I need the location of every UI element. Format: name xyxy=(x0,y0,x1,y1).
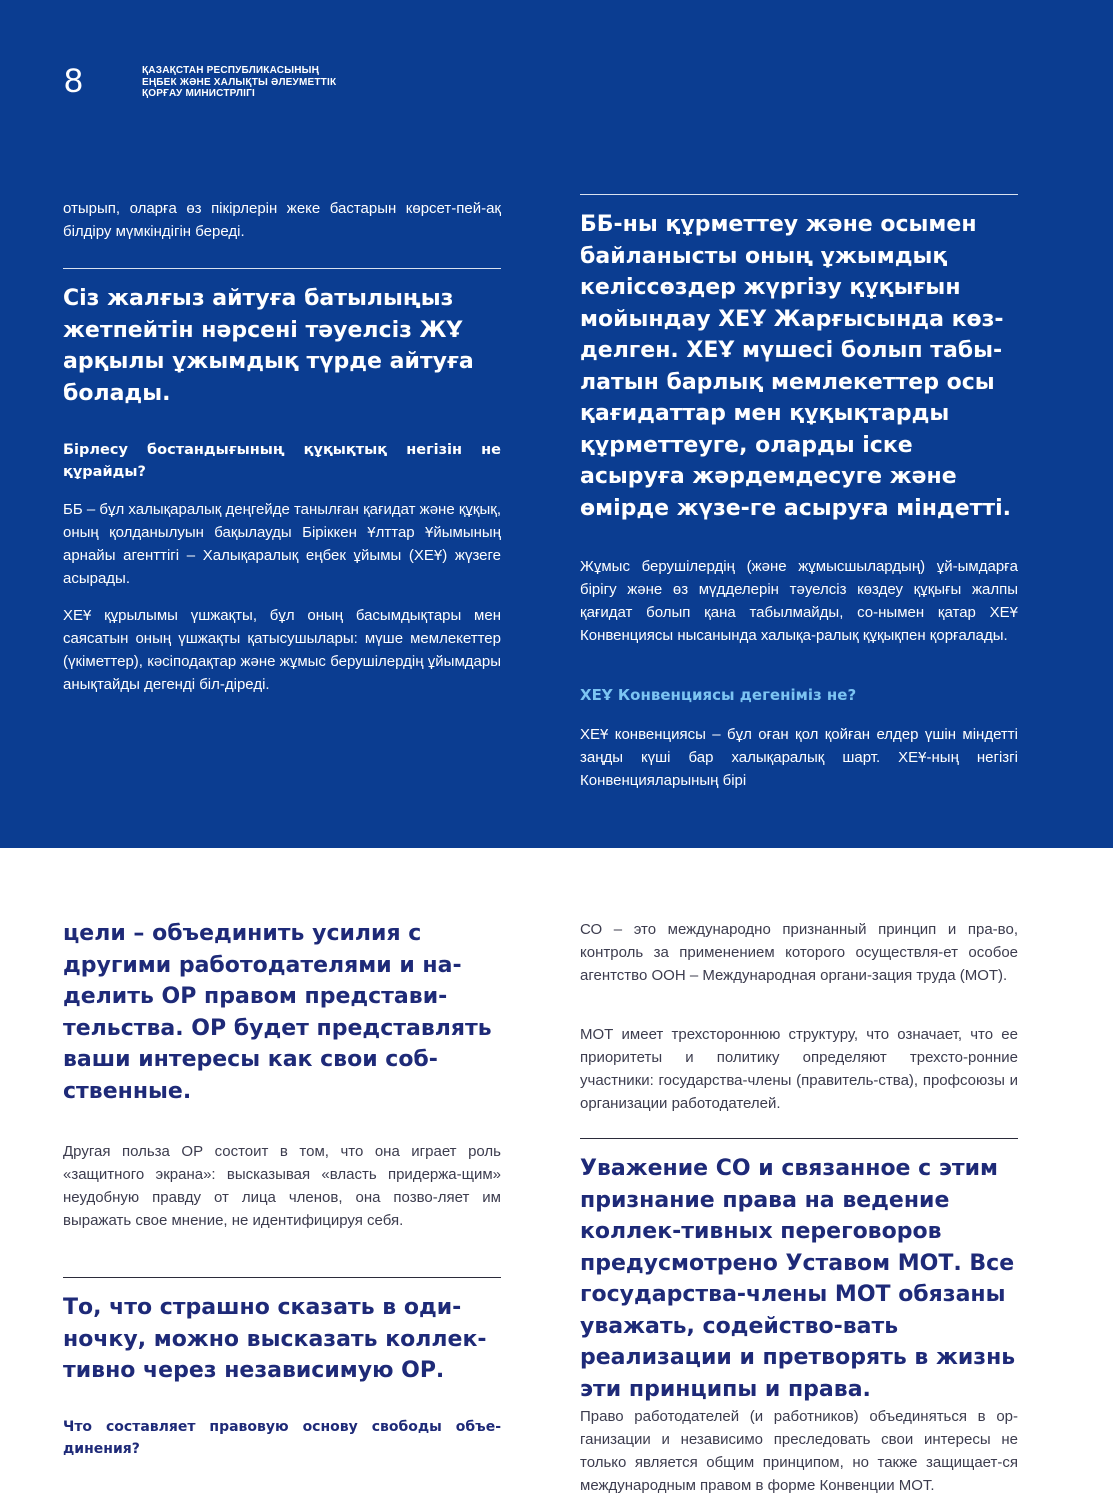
ministry-name-line: ЕҢБЕК ЖӘНЕ ХАЛЫҚТЫ ӘЛЕУМЕТТІК xyxy=(142,76,337,88)
ru-pull-quote-left: цели – объединить усилия с другими работодателями и на-делить ОР правом представи-тельства. ОР будет представлять ваши интересы как свои соб-ственные. xyxy=(63,921,492,1104)
ru-question-heading: Что составляет правовую основу свободы объе-динения? xyxy=(63,1419,501,1457)
kz-question-heading-accent: ХЕҰ Конвенциясы дегеніміз не? xyxy=(580,686,857,704)
divider xyxy=(63,268,501,269)
page-number: 8 xyxy=(64,62,83,100)
divider xyxy=(63,1277,501,1278)
kz-intro-paragraph: отырып, оларға өз пікірлерін жеке бастарын көрсет-пей-ақ білдіру мүмкіндігін береді. xyxy=(63,200,501,240)
ru-paragraph: СО – это международно признанный принцип и пра-во, контроль за применением которого осуществля-ет особое агентство ООН – Международная органи-зация труда (МОТ). xyxy=(580,921,1018,984)
ru-pull-quote-right: Уважение СО и связанное с этим признание права на ведение коллек-тивных переговоров предусмотрено Уставом МОТ. Все государства-члены МОТ обязаны уважать, содейство-вать реализации и претворять в жизнь эти принципы и права. xyxy=(580,1156,1016,1402)
ru-paragraph: МОТ имеет трехстороннюю структуру, что означает, что ее приоритеты и политику определяют трехсто-ронние участники: государства-члены (правитель-ства), профсоюзы и организации работодателей. xyxy=(580,1026,1018,1112)
ru-paragraph: Другая польза ОР состоит в том, что она играет роль «защитного экрана»: высказывая «власть придержа-щим» неудобную правду от лица членов, она позво-ляет им выражать свое мнение, не идентифицируя себя. xyxy=(63,1143,501,1229)
kz-paragraph: Жұмыс берушілердің (және жұмысшылардың) ұй-ымдарға бірігу және өз мүдделерін тәуелсіз көздеу құқығы жалпы қағидат болып қана табылмайды, со-нымен қатар ХЕҰ Конвенциясы нысанында халықа-ралық құқықпен қорғалады. xyxy=(580,558,1018,644)
kz-pull-quote-right: ББ-ны құрметтеу және осымен байланысты оның ұжымдық келіссөздер жүргізу құқығын мойындау ХЕҰ Жарғысында көз-делген. ХЕҰ мүшесі болып табы-латын барлық мемлекеттер осы қағидаттар мен құқықтарды құрметтеуге, оларды іске асыруға жәрдемдесуге және өмірде жүзе-ге асыруға міндетті. xyxy=(580,212,1012,521)
ministry-name-line: ҚАЗАҚСТАН РЕСПУБЛИКАСЫНЫҢ xyxy=(142,65,320,76)
kz-pull-quote-left: Сіз жалғыз айтуға батылыңыз жетпейтін нәрсені тәуелсіз ЖҰ арқылы ұжымдық түрде айтуға болады. xyxy=(63,286,474,406)
divider xyxy=(580,1138,1018,1139)
kz-question-heading: Бірлесу бостандығының құқықтық негізін не құрайды? xyxy=(63,442,501,480)
kz-paragraph: ХЕҰ құрылымы үшжақты, бұл оның басымдықтары мен саясатын оның үшжақты қатысушылары: мүше мемлекеттер (үкіметтер), кәсіподақтар және жұмыс берушілердің ұйымдары анықтайды дегенді біл-діреді. xyxy=(63,607,501,693)
ru-paragraph: Право работодателей (и работников) объединяться в ор-ганизации и независимо преследовать свои интересы не только является общим принципом, но также защищает-ся международным правом в форме Конвенции МОТ. xyxy=(580,1408,1018,1494)
ministry-name-line: ҚОРҒАУ МИНИСТРЛІГІ xyxy=(142,88,255,99)
ru-pull-quote-left-2: То, что страшно сказать в оди-ночку, можно высказать коллек-тивно через независимую ОР. xyxy=(63,1295,487,1383)
kz-paragraph: ХЕҰ конвенциясы – бұл оған қол қойған елдер үшін міндетті заңды күші бар халықаралық шарт. ХЕҰ-ның негізгі Конвенцияларының бірі xyxy=(580,726,1018,789)
ministry-name xyxy=(142,65,336,100)
divider xyxy=(580,194,1018,195)
kz-paragraph: ББ – бұл халықаралық деңгейде танылған қағидат және құқық, оның қолданылуын бақылауды Біріккен Ұлттар Ұйымының арнайы агенттігі – Халықаралық еңбек ұйымы (ХЕҰ) жүзеге асырады. xyxy=(63,501,501,587)
